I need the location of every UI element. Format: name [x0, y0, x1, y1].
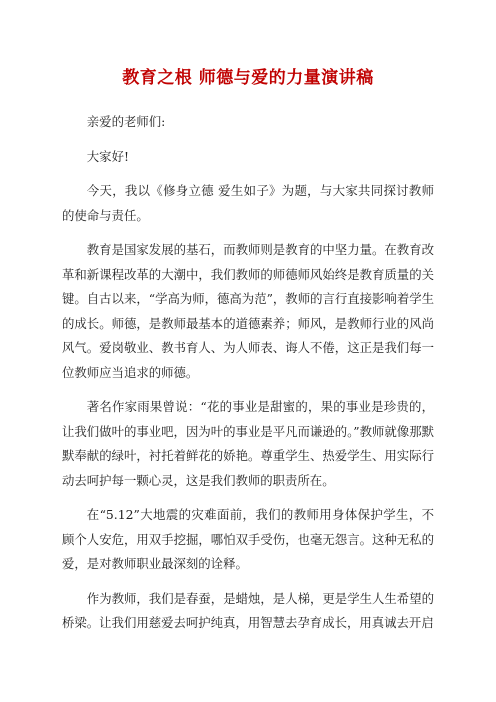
paragraph-hello: 大家好! [86, 148, 129, 164]
paragraph-silkworm: 作为教师，我们是春蚕，是蜡烛，是人梯，更是学生人生希望的桥梁。让我们用慈爱去呵护纯真，用智慧去孕育成长，用真诚去开启 [62, 590, 434, 630]
paragraph-hugo-quote: 著名作家雨果曾说：“花的事业是甜蜜的，果的事业是珍贵的，让我们做叶的事业吧，因为叶的事业是平凡而谦逊的。”教师就像那默默奉献的绿叶，衬托着鲜花的娇艳。尊重学生、热爱学生、用实际行动去呵护每一颗心灵，这是我们教师的职责所在。 [62, 399, 434, 488]
paragraph-earthquake: 在“5.12”大地震的灾难面前，我们的教师用身体保护学生，不顾个人安危，用双手挖掘，哪怕双手受伤，也毫无怨言。这种无私的爱，是对教师职业最深刻的诠释。 [62, 507, 434, 571]
document-body [62, 110, 434, 646]
paragraph-greeting: 亲爱的老师们: [86, 114, 166, 129]
paragraph-intro: 今天，我以《修身立德 爱生如子》为题，与大家共同探讨教师的使命与责任。 [62, 183, 434, 223]
document-title: 教育之根 师德与爱的力量演讲稿 [122, 68, 374, 88]
paragraph-teacher-ethics: 教育是国家发展的基石，而教师则是教育的中坚力量。在教育改革和新课程改革的大潮中，我们教师的师德师风始终是教育质量的关键。自古以来，“学高为师，德高为范”，教师的言行直接影响着学生的成长。师德，是教师最基本的道德素养；师风，是教师行业的风尚风气。爱岗敬业、教书育人、为人师表、诲人不倦，这正是我们每一位教师应当追求的师德。 [62, 242, 434, 380]
